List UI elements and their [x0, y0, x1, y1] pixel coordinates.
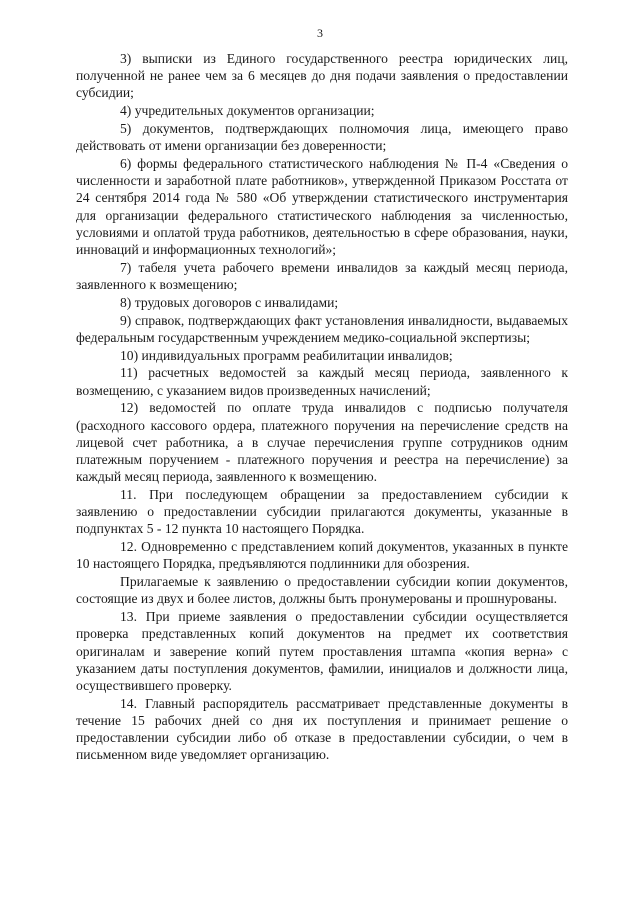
document-body: [76, 50, 568, 764]
paragraph-attachments-note: Прилагаемые к заявлению о предоставлении субсидии копии документов, состоящие из двух и более листов, должны быть пронумерованы и прошнурованы.: [76, 574, 568, 607]
paragraph-item-12: 12. Одновременно с представлением копий документов, указанных в пункте 10 настоящего Порядка, предъявляются подлинники для обозрения.: [76, 539, 568, 572]
paragraph-subitem-8: 8) трудовых договоров с инвалидами;: [120, 294, 339, 310]
page-number: 3: [317, 26, 323, 40]
paragraph-item-14: 14. Главный распорядитель рассматривает представленные документы в течение 15 рабочих дней со дня их поступления и принимает решение о предоставлении субсидии либо об отказе в предоставлении субсидии, о чем в письменном виде уведомляет организацию.: [76, 695, 568, 763]
paragraph-subitem-6: 6) формы федерального статистического наблюдения № П-4 «Сведения о численности и заработной плате работников», утвержденной Приказом Росстата от 24 сентября 2014 года № 580 «Об утверждении статистического инструментария для организации федерального статистического наблюдения за численностью, условиями и оплатой труда работников, деятельностью в сфере образования, науки, инноваций и информационных технологий»;: [76, 156, 568, 258]
paragraph-item-13: 13. При приеме заявления о предоставлении субсидии осуществляется проверка представленных копий документов на предмет их соответствия оригиналам и заверение копий путем проставления штампа «копия верна» с указанием даты поступления документов, фамилии, инициалов и должности лица, осуществившего проверку.: [76, 609, 568, 694]
paragraph-subitem-10: 10) индивидуальных программ реабилитации инвалидов;: [120, 347, 453, 363]
paragraph-subitem-7: 7) табеля учета рабочего времени инвалидов за каждый месяц периода, заявленного к возмещению;: [76, 259, 568, 293]
paragraph-subitem-11: 11) расчетных ведомостей за каждый месяц периода, заявленного к возмещению, с указанием видов произведенных начислений;: [76, 365, 568, 398]
paragraph-subitem-4: 4) учредительных документов организации;: [120, 103, 375, 119]
paragraph-subitem-5: 5) документов, подтверждающих полномочия лица, имеющего право действовать от имени организации без доверенности;: [76, 121, 568, 154]
paragraph-subitem-12: 12) ведомостей по оплате труда инвалидов с подписью получателя (расходного кассового ордера, платежного поручения на перечисление средств на лицевой счет работника, а в случае перечисления группе сотрудников одним платежным поручением - платежного поручения и реестра на перечисление) за каждый месяц периода, заявленного к возмещению.: [76, 400, 568, 485]
paragraph-subitem-3: 3) выписки из Единого государственного реестра юридических лиц, полученной не ранее чем за 6 месяцев до дня подачи заявления о предоставлении субсидии;: [76, 51, 568, 101]
paragraph-subitem-9: 9) справок, подтверждающих факт установления инвалидности, выдаваемых федеральным государственным учреждением медико-социальной экспертизы;: [76, 312, 568, 345]
paragraph-item-11: 11. При последующем обращении за предоставлением субсидии к заявлению о предоставлении субсидии прилагаются документы, указанные в подпунктах 5 - 12 пункта 10 настоящего Порядка.: [76, 487, 568, 537]
